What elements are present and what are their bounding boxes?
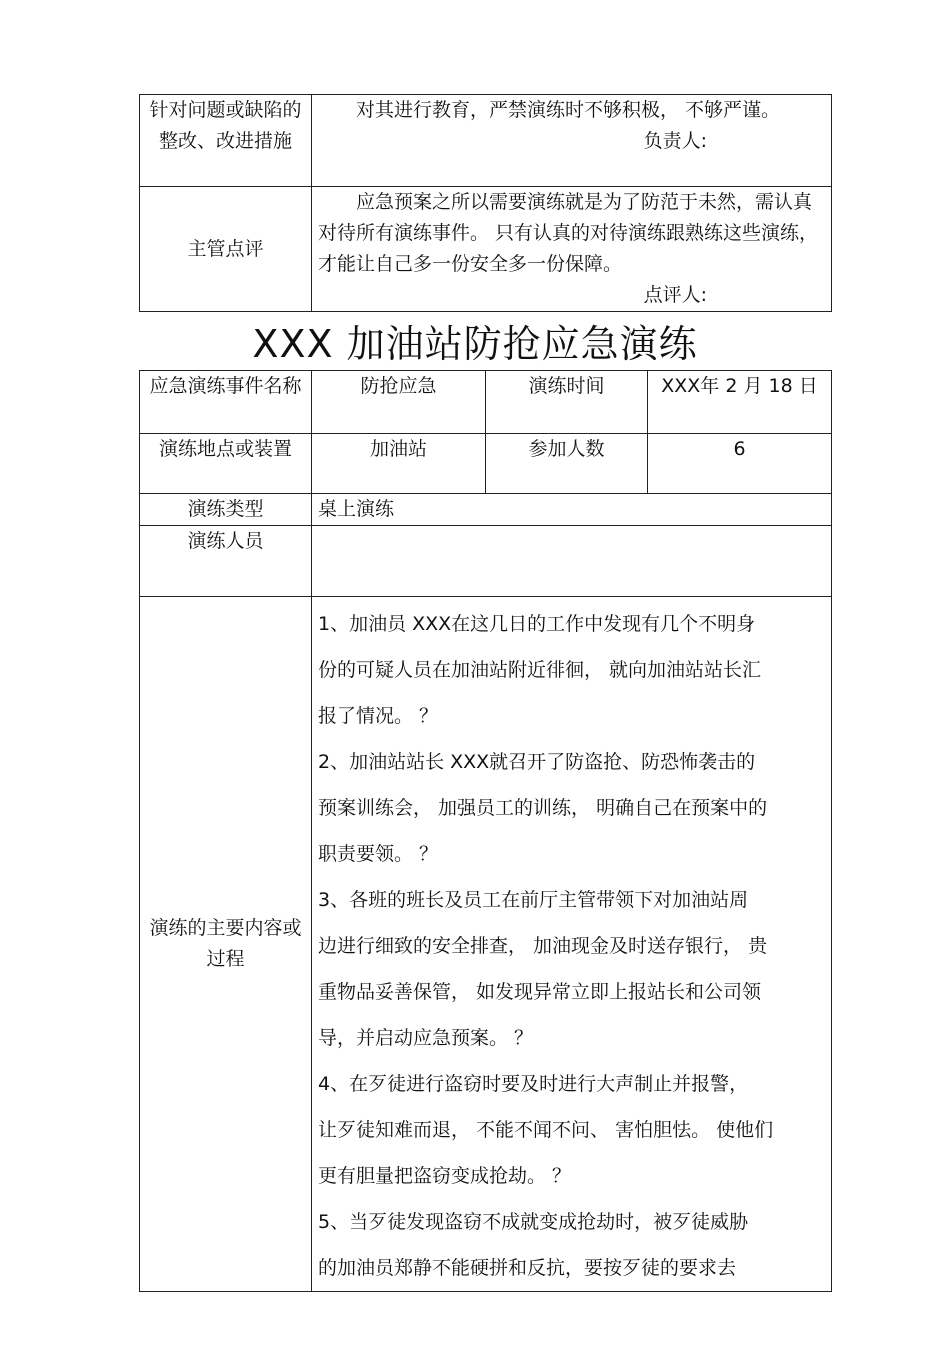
supervisor-comment-row [140,187,832,312]
process-line: 预案训练会， 加强员工的训练， 明确自己在预案中的 [318,797,768,819]
document-title: XXX 加油站防抢应急演练 [252,322,698,366]
process-line: 重物品妥善保管， 如发现异常立即上报站长和公司领 [318,981,762,1003]
improvement-row [140,95,832,187]
process-row [140,597,832,1292]
process-label: 演练的主要内容或过程 [140,597,312,1292]
location-label: 演练地点或装置 [140,434,312,494]
process-line: 2、加油站站长 XXX就召开了防盗抢、防恐怖袭击的 [318,751,756,773]
supervisor-comment-label: 主管点评 [140,187,312,312]
drill-time-label: 演练时间 [486,371,648,434]
process-line: 3、各班的班长及员工在前厅主管带领下对加油站周 [318,889,749,911]
process-line: 让歹徒知难而退， 不能不闻不问、 害怕胆怯。 使他们 [318,1119,774,1141]
event-row [140,371,832,434]
location-row [140,434,832,494]
participants-value: 6 [648,434,832,494]
event-name-label: 应急演练事件名称 [140,371,312,434]
supervisor-comment-content: 应急预案之所以需要演练就是为了防范于未然，需认真对待所有演练事件。 只有认真的对待演练跟熟练这些演练，才能让自己多一份安全多一份保障。 [318,191,819,275]
location-value: 加油站 [312,434,486,494]
event-name-value: 防抢应急 [312,371,486,434]
process-line: 4、在歹徒进行盗窃时要及时进行大声制止并报警， [318,1073,749,1095]
drill-staff-label: 演练人员 [140,526,312,597]
review-table [139,94,832,312]
supervisor-comment-cell [312,187,832,312]
process-line: 份的可疑人员在加油站附近徘徊， 就向加油站站长汇 [318,659,762,681]
process-line: 报了情况。 ？ [318,705,439,727]
participants-label: 参加人数 [486,434,648,494]
type-row [140,494,832,526]
process-line: 1、加油员 XXX在这几日的工作中发现有几个不明身 [318,613,756,635]
drill-type-label: 演练类型 [140,494,312,526]
reviewer-label: 点评人: [643,284,707,306]
process-line: 边进行细致的安全排查， 加油现金及时送存银行， 贵 [318,935,768,957]
responsible-person-label: 负责人: [643,130,707,152]
process-line: 导，并启动应急预案。 ？ [318,1027,534,1049]
drill-time-value: XXX年 2 月 18 日 [648,371,832,434]
drill-type-value: 桌上演练 [312,494,832,526]
process-line: 5、当歹徒发现盗窃不成就变成抢劫时，被歹徒威胁 [318,1211,749,1233]
improvement-cell [312,95,832,187]
improvement-label: 针对问题或缺陷的整改、改进措施 [140,95,312,187]
improvement-content: 对其进行教育，严禁演练时不够积极， 不够严谨。 [356,99,781,121]
drill-table [139,370,832,1292]
staff-row [140,526,832,597]
process-line: 更有胆量把盗窃变成抢劫。 ？ [318,1165,572,1187]
process-content [312,597,832,1292]
process-line: 的加油员郑静不能硬拼和反抗，要按歹徒的要求去 [318,1257,737,1279]
drill-staff-value [312,526,832,597]
process-line: 职责要领。 ？ [318,843,439,865]
